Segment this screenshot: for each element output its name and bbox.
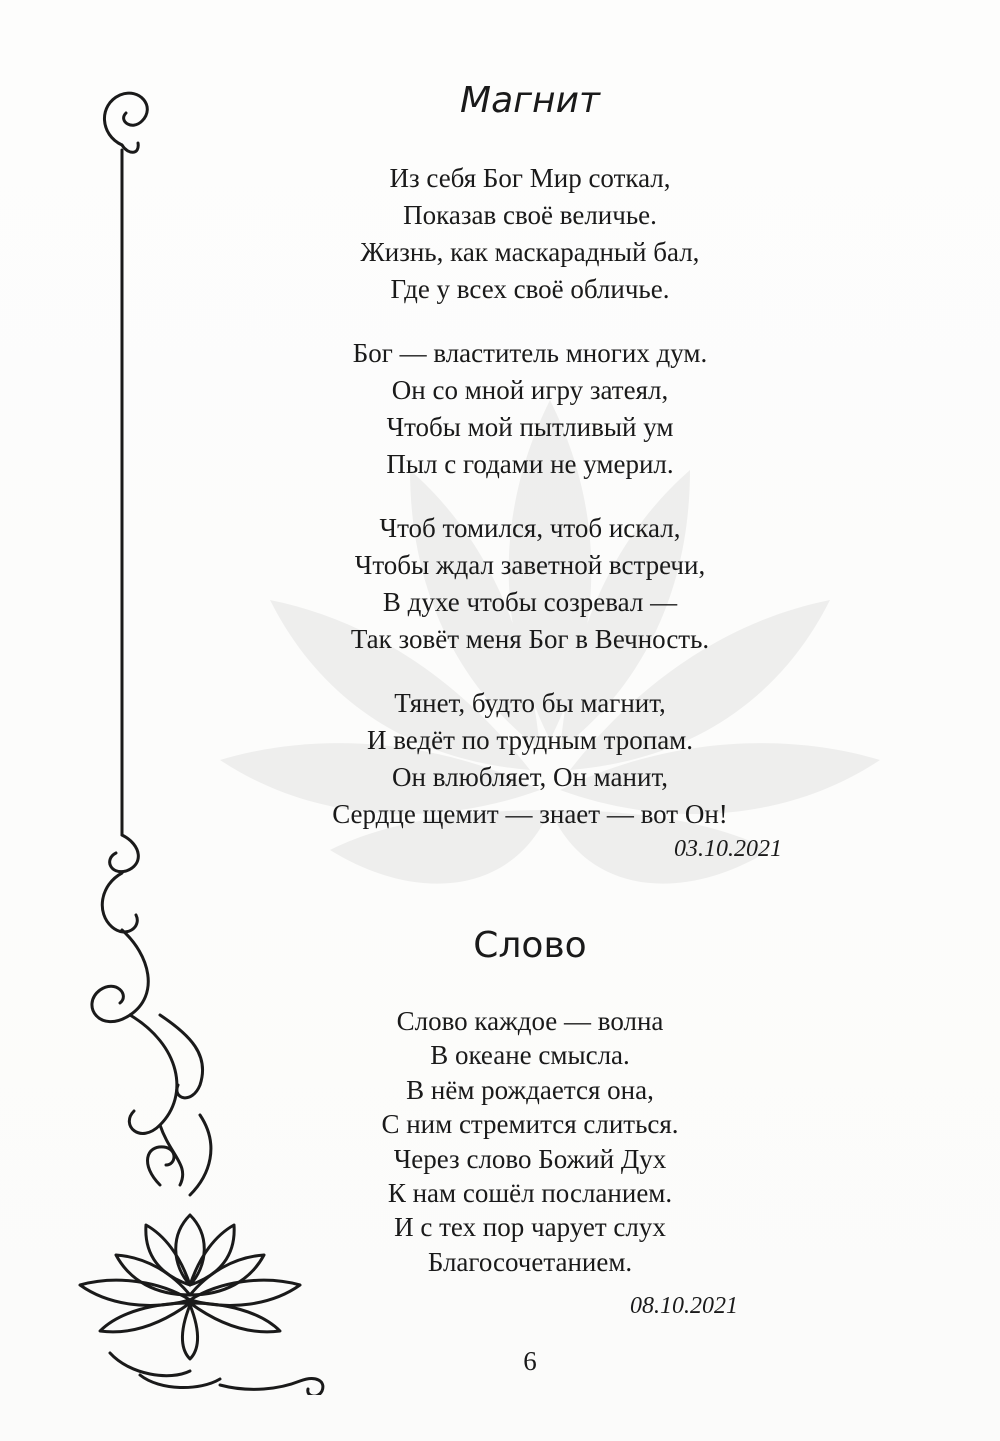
stanza [290,685,770,833]
verse-line: Слово каждое — волна [396,1006,664,1036]
verse-line: Он влюбляет, Он манит, [392,762,668,792]
verse-line: Жизнь, как маскарадный бал, [360,237,700,267]
verse-line: Чтобы мой пытливый ум [386,412,674,442]
verse-line: Чтоб томился, чтоб искал, [379,513,681,543]
verse-line: В духе чтобы созревал — [382,587,678,617]
verse-line: В нём рождается она, [406,1074,654,1105]
poem-title-word: Слово [473,925,587,966]
poem-date: 08.10.2021 [630,1293,738,1319]
poem-title-magnet: Магнит [460,80,600,121]
verse-line: Через слово Божий Дух [393,1143,667,1174]
verse-line: Так зовёт меня Бог в Вечность. [350,624,710,654]
verse-line: Чтобы ждал заветной встречи, [354,550,706,580]
poem-date: 03.10.2021 [674,836,782,862]
verse-line: К нам сошёл посланием. [387,1178,673,1209]
stanza [290,510,770,658]
verse-line: С ним стремится слиться. [381,1109,679,1140]
verse-line: Из себя Бог Мир соткал, [389,163,671,193]
verse-line: И с тех пор чарует слух [394,1212,666,1243]
verse-line: Сердце щемит — знает — вот Он! [332,799,728,829]
verse-line: Показав своё величье. [403,200,657,230]
stanza [290,160,770,308]
verse-line: Тянет, будто бы магнит, [394,688,666,718]
verse-line: Где у всех своё обличье. [390,274,670,304]
verse-line: Пыл с годами не умерил. [386,449,674,479]
stanza [290,1004,770,1279]
verse-line: Бог — властитель многих дум. [352,338,708,368]
page-number: 6 [523,1346,537,1376]
verse-line: Он со мной игру затеял, [391,375,669,405]
verse-line: Благосочетанием. [427,1246,633,1277]
stanza [290,335,770,483]
verse-line: В океане смысла. [430,1040,630,1071]
verse-line: И ведёт по трудным тропам. [366,725,694,755]
